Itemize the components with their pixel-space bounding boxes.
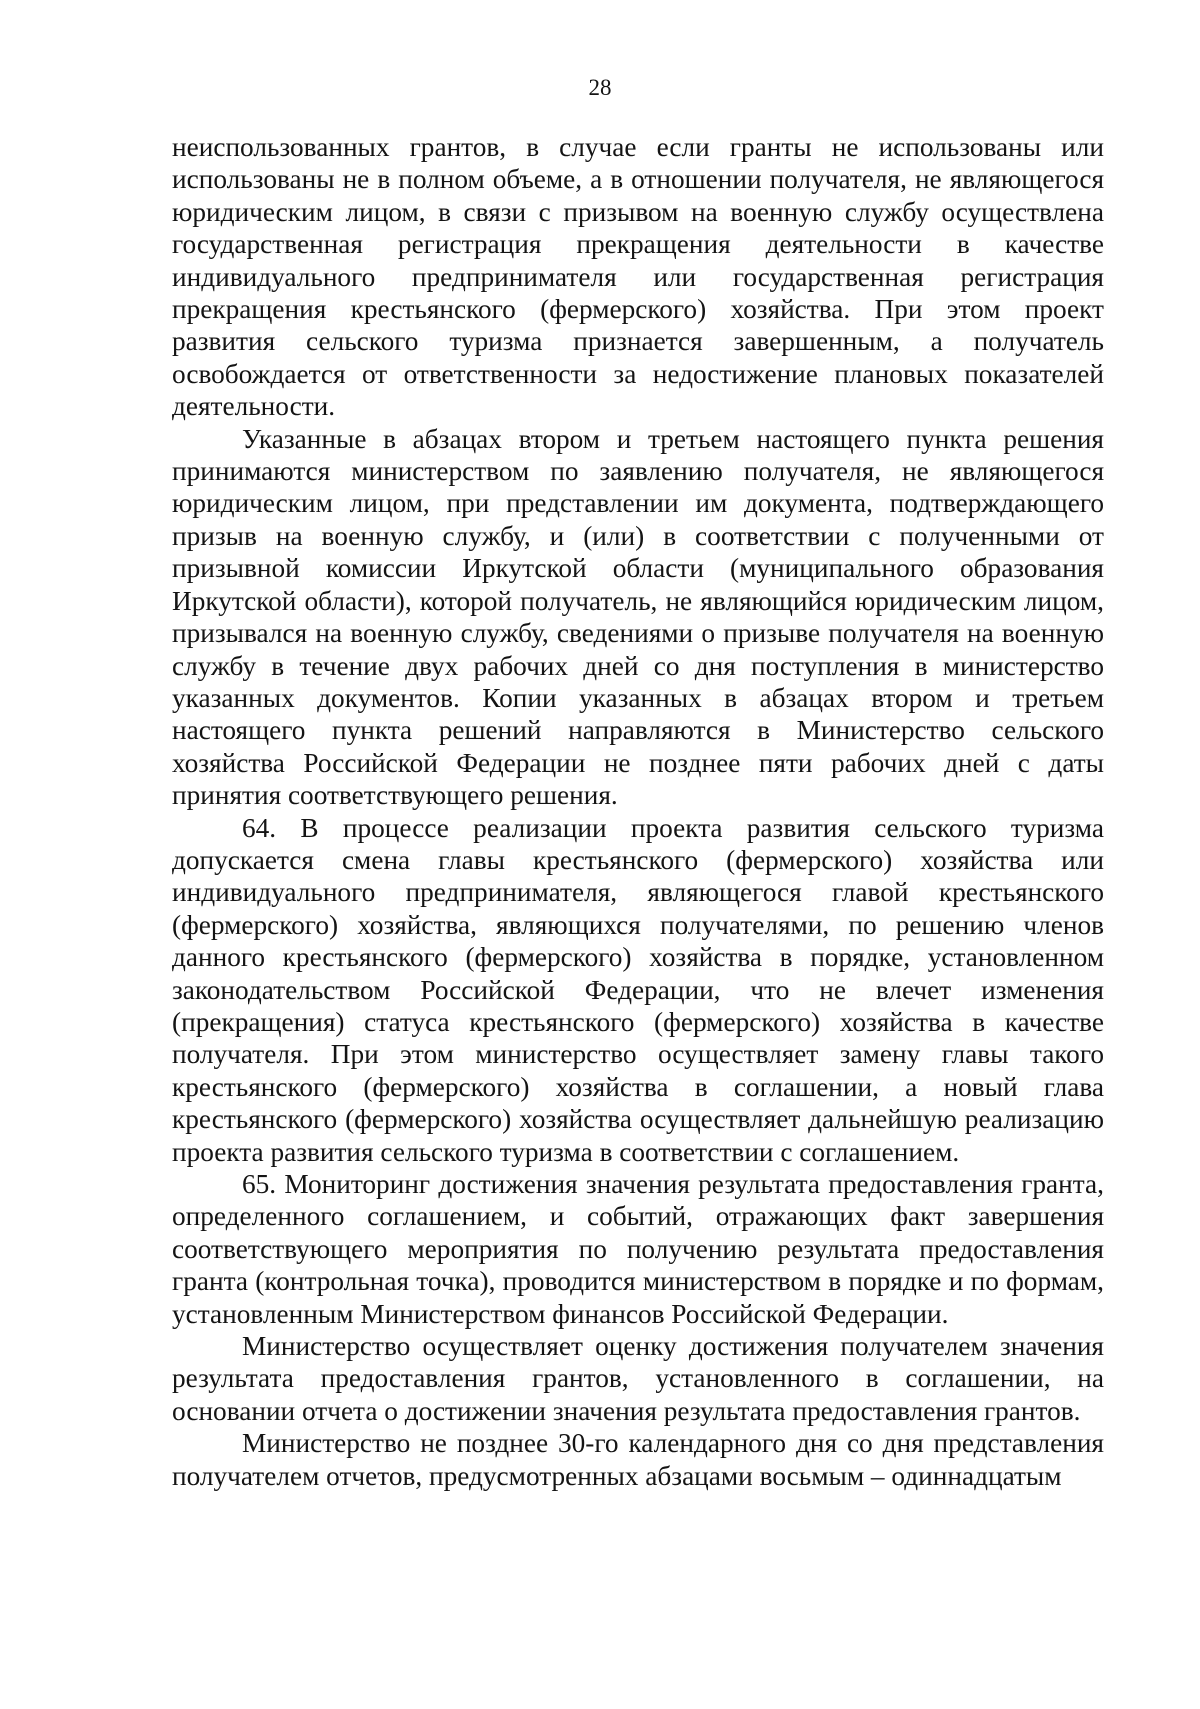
paragraph: Министерство не позднее 30-го календарного дня со дня представления получателем отчетов, предусмотренных абзацами восьмым – одиннадцатым: [172, 1428, 1104, 1491]
paragraph: неиспользованных грантов, в случае если гранты не использованы или использованы не в полном объеме, а в отношении получателя, не являющегося юридическим лицом, в связи с призывом на военную службу осуществлена государственная регистрация прекращения деятельности в качестве индивидуального предпринимателя или государственная регистрация прекращения крестьянского (фермерского) хозяйства. При этом проект развития сельского туризма признается завершенным, а получатель освобождается от ответственности за недостижение плановых показателей деятельности.: [172, 132, 1104, 422]
paragraph: 65. Мониторинг достижения значения результата предоставления гранта, определенного соглашением, и событий, отражающих факт завершения соответствующего мероприятия по получению результата предоставления гранта (контрольная точка), проводится министерством в порядке и по формам, установленным Министерством финансов Российской Федерации.: [172, 1169, 1104, 1329]
page-number: 28: [588, 75, 612, 100]
document-body: [172, 131, 1104, 1492]
paragraph: Указанные в абзацах втором и третьем настоящего пункта решения принимаются министерством по заявлению получателя, не являющегося юридическим лицом, при представлении им документа, подтверждающего призыв на военную службу, и (или) в соответствии с полученными от призывной комиссии Иркутской области (муниципального образования Иркутской области), которой получатель, не являющийся юридическим лицом, призывался на военную службу, сведениями о призыве получателя на военную службу в течение двух рабочих дней со дня поступления в министерство указанных документов. Копии указанных в абзацах втором и третьем настоящего пункта решений направляются в Министерство сельского хозяйства Российской Федерации не позднее пяти рабочих дней с даты принятия соответствующего решения.: [172, 423, 1104, 811]
paragraph: 64. В процессе реализации проекта развития сельского туризма допускается смена главы крестьянского (фермерского) хозяйства или индивидуального предпринимателя, являющегося главой крестьянского (фермерского) хозяйства, являющихся получателями, по решению членов данного крестьянского (фермерского) хозяйства в порядке, установленном законодательством Российской Федерации, что не влечет изменения (прекращения) статуса крестьянского (фермерского) хозяйства в качестве получателя. При этом министерство осуществляет замену главы такого крестьянского (фермерского) хозяйства в соглашении, а новый глава крестьянского (фермерского) хозяйства осуществляет дальнейшую реализацию проекта развития сельского туризма в соответствии с соглашением.: [172, 812, 1104, 1167]
paragraph: Министерство осуществляет оценку достижения получателем значения результата предоставления грантов, установленного в соглашении, на основании отчета о достижении значения результата предоставления грантов.: [172, 1331, 1104, 1426]
